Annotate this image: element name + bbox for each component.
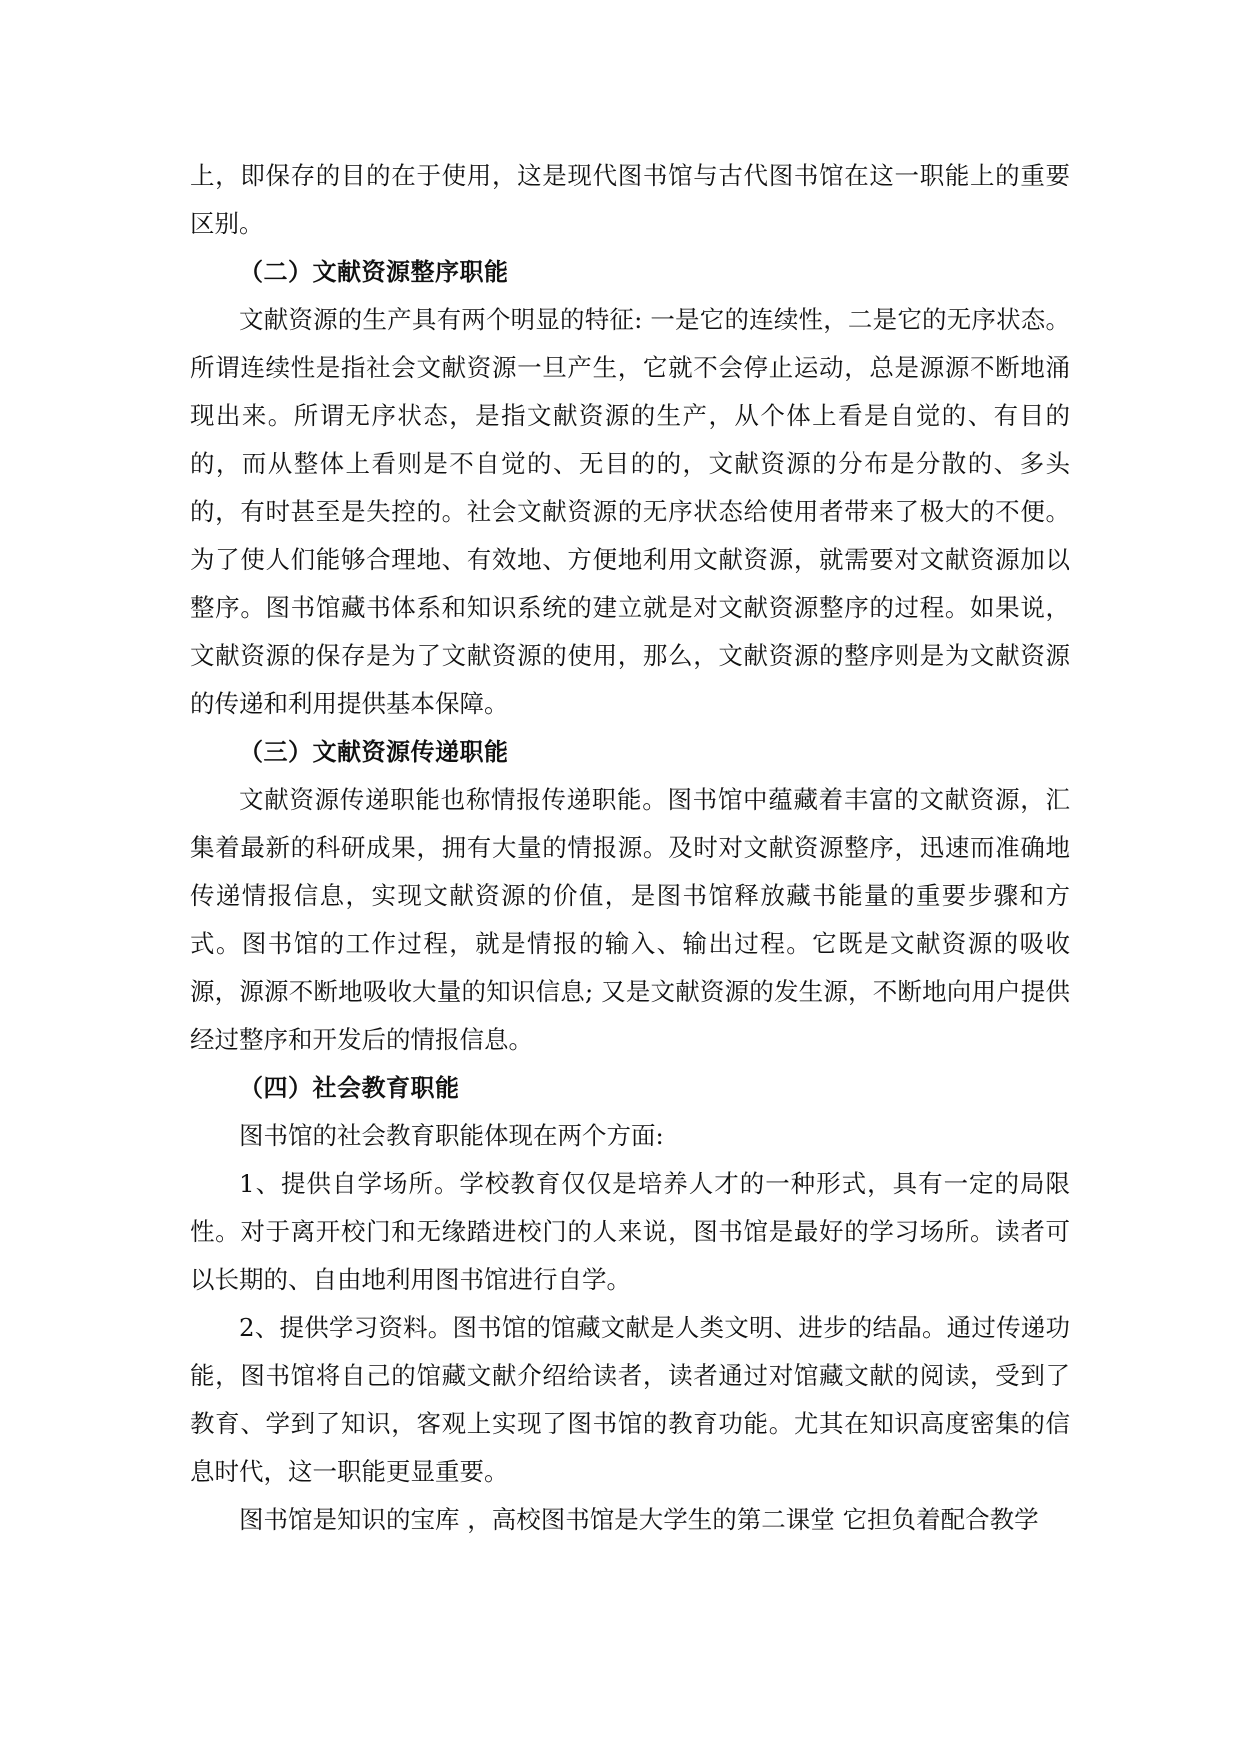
section-heading-4: （四）社会教育职能: [239, 1074, 460, 1102]
section-4-intro: 图书馆的社会教育职能体现在两个方面:: [239, 1121, 664, 1150]
section-4-item-2: 2、提供学习资料。图书馆的馆藏文献是人类文明、进步的结晶。通过传递功能，图书馆将自己的馆藏文献介绍给读者，读者通过对馆藏文献的阅读，受到了教育、学到了知识，客观上实现了图书馆的教育功能。尤其在知识高度密集的信息时代，这一职能更显重要。: [190, 1313, 1070, 1486]
section-heading-3: （三）文献资源传递职能: [239, 738, 509, 766]
document-body: [190, 152, 1070, 1544]
section-4-closing: 图书馆是知识的宝库 ，高校图书馆是大学生的第二课堂 它担负着配合教学: [239, 1505, 1039, 1534]
section-4-item-1: 1、提供自学场所。学校教育仅仅是培养人才的一种形式，具有一定的局限性。对于离开校门和无缘踏进校门的人来说，图书馆是最好的学习场所。读者可以长期的、自由地利用图书馆进行自学。: [190, 1169, 1070, 1294]
section-heading-2: （二）文献资源整序职能: [239, 258, 509, 286]
section-3-paragraph: 文献资源传递职能也称情报传递职能。图书馆中蕴藏着丰富的文献资源，汇集着最新的科研成果，拥有大量的情报源。及时对文献资源整序，迅速而准确地传递情报信息，实现文献资源的价值，是图书馆释放藏书能量的重要步骤和方式。图书馆的工作过程，就是情报的输入、输出过程。它既是文献资源的吸收源，源源不断地吸收大量的知识信息; 又是文献资源的发生源，不断地向用户提供经过整序和开发后的情报信息。: [190, 785, 1070, 1054]
paragraph-continuation: 上，即保存的目的在于使用，这是现代图书馆与古代图书馆在这一职能上的重要区别。: [190, 161, 1070, 238]
section-2-paragraph: 文献资源的生产具有两个明显的特征: 一是它的连续性，二是它的无序状态。所谓连续性是指社会文献资源一旦产生，它就不会停止运动，总是源源不断地涌现出来。所谓无序状态，是指文献资源的生产，从个体上看是自觉的、有目的的，而从整体上看则是不自觉的、无目的的，文献资源的分布是分散的、多头的，有时甚至是失控的。社会文献资源的无序状态给使用者带来了极大的不便。为了使人们能够合理地、有效地、方便地利用文献资源，就需要对文献资源加以整序。图书馆藏书体系和知识系统的建立就是对文献资源整序的过程。如果说，文献资源的保存是为了文献资源的使用，那么，文献资源的整序则是为文献资源的传递和利用提供基本保障。: [190, 305, 1070, 718]
